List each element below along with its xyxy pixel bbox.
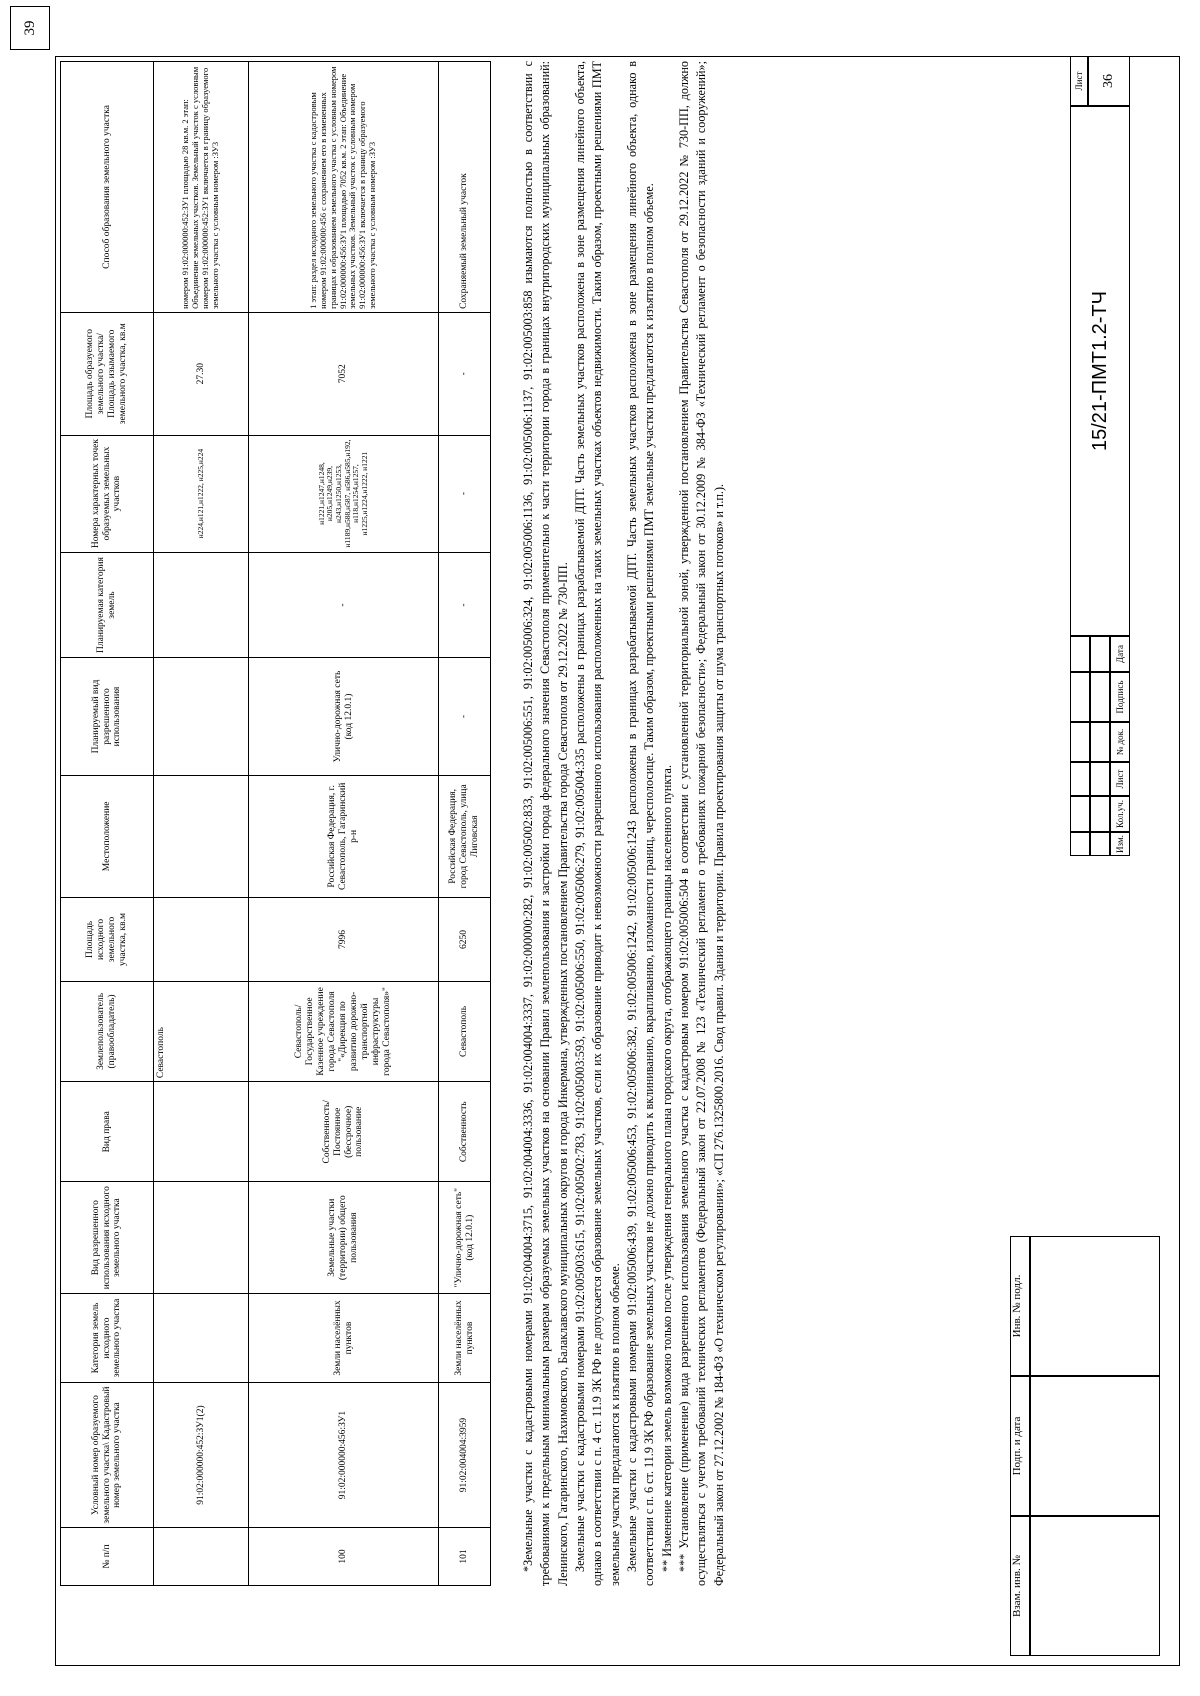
note-paragraph: ** Изменение категории земель возможно только после утверждения генерального плана городского округа, отображающего границы населенного пункта.: [659, 764, 674, 1572]
cell-use: "Улично-дорожная сеть" (код 12.0.1): [439, 1182, 491, 1293]
sheet-label: Лист: [1070, 56, 1088, 106]
cell-planned-cat: -: [249, 552, 439, 658]
cell-right: Собственность: [439, 1082, 491, 1182]
cell-area-new: -: [439, 312, 491, 435]
cell-right: Собственность/ Постоянное (бессрочное) пользование: [249, 1082, 439, 1182]
cell-points: н1221,н1247,н1248, н205,н1249,н239, н243,н1250,н1253, н1189,н588,н587, н586,н585,н192, н118,н1254,н1257, н1225,н1224,н1222, н1221: [249, 435, 439, 552]
binding-vzam: Взам. инв. №: [1010, 1516, 1030, 1656]
note-paragraph: Земельные участки с кадастровыми номерами 91:02:005006:439, 91:02:005006:453, 91:02:005006:382, 91:02:005006:1242, 91:02:005006:1243 расположены в границах разрабатываемой ДПТ. Часть земельных участков расположена в зоне размещения линейного объекта, однако в соответствии с п. 6 ст. 11.9 ЗК РФ образование земельных участков не должно приводить к вклиниванию, вкрапливанию, изломанности границ, чересполосице. Таким образом, проектными решениями ПМТ земельные участки предлагаются к изъятию в полном объеме.: [624, 61, 657, 1586]
header-location: Местоположение: [61, 775, 154, 898]
binding-podp: Подп. и дата: [1010, 1376, 1030, 1516]
header-cadastral: Условный номер образуемого земельного участка\ Кадастровый номер земельного участка: [61, 1383, 154, 1528]
binding-vzam-field: [1030, 1516, 1160, 1656]
title-block-stamp: [1070, 56, 1180, 856]
cell-planned-cat: [154, 552, 249, 658]
cell-area-new: 7052: [249, 312, 439, 435]
document-code: 15/21-ПМТ1.2-ТЧ: [1070, 106, 1130, 636]
cell-num: 101: [439, 1528, 491, 1586]
header-category: Категория земель исходного земельного участка: [61, 1293, 154, 1382]
note-paragraph: *** Установление (применение) вида разрешенного использования земельного участка с кадастровым номером 91:02:005006:504 в соответствии с установленной территориальной зоной, утвержденной постановлением Правительства Севастополя от 29.12.2022 № 730-ПП, должно осуществляться с учетом требований технических регламентов (Федеральный закон от 22.07.2008 № 123 «Технический регламент о требованиях пожарной безопасности»; Федеральный закон от 30.12.2009 № 384-ФЗ «Технический регламент о безопасности зданий и сооружений»; Федеральный закон от 27.12.2002 № 184-ФЗ «О техническом регулировании»; «СП 276.1325800.2016. Свод правил. Здания и территории. Правила проектирования защиты от шума транспортных потоков» и т.п.).: [676, 61, 726, 1586]
header-use: Вид разрешенного использования исходного земельного участка: [61, 1182, 154, 1293]
cell-user: Севастополь: [154, 981, 249, 1081]
cell-location: [154, 775, 249, 898]
stamp-podpis: Подпись: [1110, 672, 1130, 722]
binding-podp-field: [1030, 1376, 1160, 1516]
cell-user: Севастополь/ Государственное Казенное учреждение города Севастополя "«Дирекция по развитию дорожно-транспортной инфраструктуры города Севастополя»": [249, 981, 439, 1081]
cell-planned-use: Улично-дорожная сеть (код 12.0.1): [249, 658, 439, 775]
cell-right: [154, 1082, 249, 1182]
cell-points: -: [439, 435, 491, 552]
stamp-ndok: № док.: [1110, 722, 1130, 762]
cell-planned-cat: -: [439, 552, 491, 658]
header-area-src: Площадь исходного земельного участка, кв.м: [61, 898, 154, 982]
page-number: 39: [10, 6, 50, 50]
cell-cadastral: 91:02:004004:3959: [439, 1383, 491, 1528]
table-row: [154, 62, 249, 1586]
cell-category: Земли населённых пунктов: [249, 1293, 439, 1382]
table-header-row: [61, 62, 154, 1586]
table-row: [439, 62, 491, 1586]
cell-method: Сохраняемый земельный участок: [439, 62, 491, 313]
cell-user: Севастополь: [439, 981, 491, 1081]
header-points: Номера характерных точек образуемых земельных участков: [61, 435, 154, 552]
cell-method: номером 91:02:000000:452:ЗУ1 площадью 28 кв.м. 2 этап: Объединение земельных участков. Земельный участок с условным номером 91:02:000000:452:ЗУ1 включается в границу образуемого земельного участка с условным номером :ЗУ3: [154, 62, 249, 313]
notes-block: [520, 61, 728, 1586]
cell-area-src: [154, 898, 249, 982]
cell-area-src: 6250: [439, 898, 491, 982]
cell-use: Земельные участки (территории) общего пользования: [249, 1182, 439, 1293]
cell-planned-use: [154, 658, 249, 775]
land-plots-table: [60, 61, 491, 1586]
note-paragraph: Земельные участки с кадастровыми номерами 91:02:005003:615, 91:02:005002:783, 91:02:005003:593, 91:02:005006:550, 91:02:005006:279, 91:02:005004:335 расположены в границах разрабатываемой ДПТ. Часть земельных участков расположена в зоне размещения линейного объекта, однако в соответствии с п. 4 ст. 11.9 ЗК РФ не допускается образование земельных участков, если их образование приводит к невозможности разрешенного использования расположенных на таких земельных участках объектов недвижимости. Таким образом, проектными решениями ПМТ земельные участки предлагаются к изъятию в полном объеме.: [572, 61, 622, 1586]
binding-inv-field: [1030, 1236, 1160, 1376]
stamp-data: Дата: [1110, 636, 1130, 672]
header-planned-cat: Планируемая категория земель: [61, 552, 154, 658]
binding-strip: [1010, 1236, 1160, 1656]
header-planned-use: Планируемый вид разрешенного использования: [61, 658, 154, 775]
cell-method: 1 этап: раздел исходного земельного участка с кадастровым номером 91:02:000000:456 с сохранением его в измененных границах и образованием земельного участка с условным номером 91:02:000000:456:ЗУ1 площадью 7052 кв.м. 2 этап: Объединение земельных участков. Земельный участок с условным номером 91:02:000000:456:ЗУ1 включается в границу образуемого земельного участка с условным номером :ЗУ3: [249, 62, 439, 313]
cell-cadastral: 91:02:000000:456:ЗУ1: [249, 1383, 439, 1528]
cell-points: н224,н121,н1222, н225,н224: [154, 435, 249, 552]
cell-category: [154, 1293, 249, 1382]
header-right: Вид права: [61, 1082, 154, 1182]
cell-num: 100: [249, 1528, 439, 1586]
stamp-izm: Изм.: [1110, 832, 1130, 856]
cell-category: Земли населённых пунктов: [439, 1293, 491, 1382]
cell-location: Российская Федерация, город Севастополь, улица Лиговская: [439, 775, 491, 898]
header-area-new: Площадь образуемого земельного участка/Площадь изымаемого земельного участка, кв.м: [61, 312, 154, 435]
cell-use: [154, 1182, 249, 1293]
cell-area-src: 7996: [249, 898, 439, 982]
sheet-number: 36: [1088, 56, 1130, 106]
cell-cadastral: 91:02:000000:452:ЗУ1(2): [154, 1383, 249, 1528]
cell-location: Российская Федерация, г. Севастополь, Гагаринский р-н: [249, 775, 439, 898]
header-user: Землепользователь (правообладатель): [61, 981, 154, 1081]
header-num: № п/п: [61, 1528, 154, 1586]
cell-area-new: 27.30: [154, 312, 249, 435]
stamp-list: Лист: [1110, 762, 1130, 796]
header-method: Способ образования земельного участка: [61, 62, 154, 313]
note-paragraph: *Земельные участки с кадастровыми номерами 91:02:004004:3715, 91:02:004004:3336, 91:02:004004:3337, 91:02:000000:282, 91:02:005002:833, 91:02:005006:551, 91:02:005006:324, 91:02:005006:1136, 91:02:005006:1137, 91:02:005003:858 изымаются полностью в соответствии с требованиями к предельным минимальным размерам образуемых земельных участков на основании Правил землепользования и застройки города федерального значения Севастополя применительно к части территории города в границах внутригородских муниципальных образований: Ленинского, Гагаринского, Нахимовского, Балаклавского муниципальных округов и города Инкермана, утвержденных постановлением Правительства города Севастополя от 29.12.2022 № 730-ПП.: [521, 61, 570, 1586]
binding-inv: Инв. № подл.: [1010, 1236, 1030, 1376]
stamp-koluch: Кол.уч.: [1110, 796, 1130, 832]
cell-num: [154, 1528, 249, 1586]
cell-planned-use: -: [439, 658, 491, 775]
table-row: [249, 62, 439, 1586]
